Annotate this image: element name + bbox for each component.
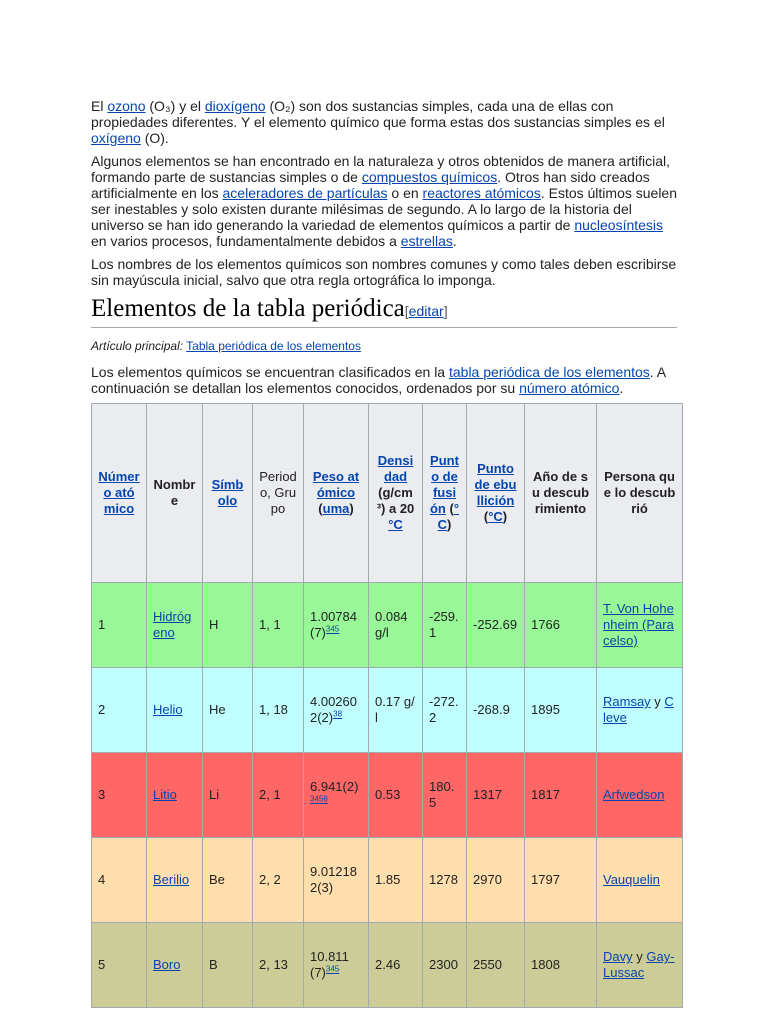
header-melting-point: Punto de fusión (°C) [423,404,467,583]
text: en varios procesos, fundamentalmente debidos a [91,233,401,249]
cell-period-group: 2, 1 [253,753,304,838]
weight-value: 4.002602(2) [310,694,357,725]
header-link[interactable]: Número atómico [98,469,140,516]
cell-year: 1808 [525,923,597,1008]
cell-discoverer [597,753,683,838]
cell-name [147,583,203,668]
header-discoverer: Persona que lo descubrió [597,404,683,583]
cell-weight [304,923,369,1008]
text: . [619,380,624,396]
header-link[interactable]: Símbolo [211,477,244,508]
paragraph-table-intro [91,364,677,396]
link-aceleradores[interactable]: aceleradores de partículas [222,185,388,201]
cell-year: 1895 [525,668,597,753]
link-reactores[interactable]: reactores atómicos [422,185,541,201]
cell-name [147,753,203,838]
header-link[interactable]: Punto de ebullición [474,461,517,508]
link-discoverer[interactable]: Vauquelin [603,872,660,887]
header-boiling-point: Punto de ebullición (°C) [467,404,525,583]
header-atomic-number [92,404,147,583]
footnote-link[interactable]: 3456 [310,794,328,804]
cell-symbol: He [203,668,253,753]
footnote-link[interactable]: 345 [325,624,340,634]
header-name: Nombre [147,404,203,583]
table-row [92,923,683,1008]
cell-weight [304,753,369,838]
cell-melting: 180.5 [423,753,467,838]
header-period-group: Periodo, Grupo [253,404,304,583]
text: y [632,949,647,964]
link-element[interactable]: Litio [153,787,177,802]
link-tabla-periodica[interactable]: tabla periódica de los elementos [448,364,650,380]
link-element[interactable]: Boro [153,957,181,972]
header-year: Año de su descubrimiento [525,404,597,583]
cell-discoverer [597,923,683,1008]
header-link[interactable]: Punto de fusión [429,453,459,516]
text: (O₃) y el [145,98,205,114]
table-row [92,838,683,923]
cell-year: 1817 [525,753,597,838]
cell-symbol: Be [203,838,253,923]
cell-density: 1.85 [369,838,423,923]
cell-melting: -259.1 [423,583,467,668]
header-link[interactable]: °C [437,501,460,532]
cell-weight [304,583,369,668]
elements-table [91,403,683,1008]
link-discoverer[interactable]: Gay-Lussac [603,949,675,980]
link-discoverer[interactable]: Davy [603,949,633,964]
link-discoverer[interactable]: Ramsay [603,694,651,709]
cell-period-group: 1, 1 [253,583,304,668]
table-row [92,753,683,838]
cell-symbol: H [203,583,253,668]
header-unit: (g/cm³) a 20 [376,485,415,516]
bracket: [ [404,303,409,319]
footnote-ref[interactable] [333,710,342,719]
cell-boiling: -268.9 [467,668,525,753]
text: (O). [140,130,169,146]
text: . A continuación se detallan los elementos conocidos, ordenados por su [91,364,666,396]
link-nucleosintesis[interactable]: nucleosíntesis [574,217,664,233]
header-link[interactable]: Densidad [377,453,414,484]
cell-period-group: 2, 2 [253,838,304,923]
link-oxigeno[interactable]: oxígeno [91,130,141,146]
table-row [92,668,683,753]
link-element[interactable]: Hidrógeno [153,609,192,640]
cell-symbol: Li [203,753,253,838]
footnote-link[interactable]: 345 [325,964,340,974]
link-compuestos-quimicos[interactable]: compuestos químicos [361,169,498,185]
cell-discoverer [597,668,683,753]
cell-boiling: 1317 [467,753,525,838]
text: o en [387,185,423,201]
link-discoverer[interactable]: Cleve [603,694,674,725]
cell-density: 0.53 [369,753,423,838]
text: Los elementos químicos se encuentran clasificados en la [91,364,449,380]
header-symbol [203,404,253,583]
weight-value: 9.012182(3) [310,864,357,895]
header-atomic-weight: Peso atómico (uma) [304,404,369,583]
footnote-ref[interactable] [326,965,339,974]
edit-link[interactable]: editar [408,303,444,319]
text: y [650,694,665,709]
text: . [452,233,457,249]
link-ozono[interactable]: ozono [107,98,146,114]
cell-boiling: 2550 [467,923,525,1008]
cell-melting: 1278 [423,838,467,923]
header-density [369,404,423,583]
link-element[interactable]: Helio [153,702,183,717]
cell-symbol: B [203,923,253,1008]
cell-period-group: 1, 18 [253,668,304,753]
cell-number: 1 [92,583,147,668]
text: . Estos últimos suelen ser inestables y solo existen durante milésimas de segundo. A lo largo de la historia del universo se han ido generando la variedad de elementos químicos a partir de [91,185,677,233]
footnote-ref[interactable] [326,625,339,634]
link-estrellas[interactable]: estrellas [400,233,453,249]
cell-density: 2.46 [369,923,423,1008]
cell-year: 1797 [525,838,597,923]
header-link[interactable]: °C [388,517,403,532]
cell-number: 5 [92,923,147,1008]
cell-discoverer [597,838,683,923]
cell-melting: -272.2 [423,668,467,753]
cell-melting: 2300 [423,923,467,1008]
cell-name [147,838,203,923]
table-header-row [92,404,683,583]
cell-year: 1766 [525,583,597,668]
cell-boiling: 2970 [467,838,525,923]
text: El [91,98,108,114]
bracket: ] [443,303,448,319]
section-heading [91,295,677,328]
cell-name [147,923,203,1008]
header-link[interactable]: °C [488,509,503,524]
cell-period-group: 2, 13 [253,923,304,1008]
cell-weight [304,838,369,923]
edit-section [405,303,448,319]
link-element[interactable]: Berilio [153,872,190,887]
text: (O₂) son dos sustancias simples, cada una de ellas con propiedades diferentes. Y el elemento químico que forma estas dos sustancias simples es el [91,98,665,130]
footnote-ref[interactable] [310,795,328,804]
header-link[interactable]: uma [322,501,350,516]
link-dioxigeno[interactable]: dioxígeno [204,98,266,114]
cell-weight [304,668,369,753]
cell-number: 4 [92,838,147,923]
paragraph-elements [91,153,677,249]
main-article-note [91,338,677,354]
cell-number: 3 [92,753,147,838]
cell-number: 2 [92,668,147,753]
paragraph-names: Los nombres de los elementos químicos son nombres comunes y como tales deben escribirse sin mayúscula inicial, salvo que otra regla ortográfica lo imponga. [91,256,677,288]
section-title: Elementos de la tabla periódica [91,295,405,322]
hatnote-label: Artículo principal: [91,339,184,353]
text: . Otros han sido creados artificialmente en los [91,169,650,201]
weight-value: 1.00784(7) [310,609,357,640]
cell-discoverer [597,583,683,668]
cell-density: 0.17 g/l [369,668,423,753]
header-link[interactable]: Peso atómico [312,469,360,500]
text: Algunos elementos se han encontrado en la naturaleza y otros obtenidos de manera artificial, formando parte de sustancias simples o de [91,153,671,185]
link-discoverer[interactable]: Arfwedson [603,787,665,802]
paragraph-ozone [91,98,677,146]
footnote-link[interactable]: 38 [333,709,343,719]
cell-density: 0.084 g/l [369,583,423,668]
table-row [92,583,683,668]
cell-name [147,668,203,753]
cell-boiling: -252.69 [467,583,525,668]
weight-value: 10.811(7) [310,949,349,980]
link-numero-atomico[interactable]: número atómico [519,380,620,396]
article-body [91,98,677,1008]
link-main-article[interactable]: Tabla periódica de los elementos [186,339,361,353]
link-discoverer[interactable]: T. Von Hohenheim (Paracelso) [603,601,674,648]
weight-value: 6.941(2) [310,779,359,794]
